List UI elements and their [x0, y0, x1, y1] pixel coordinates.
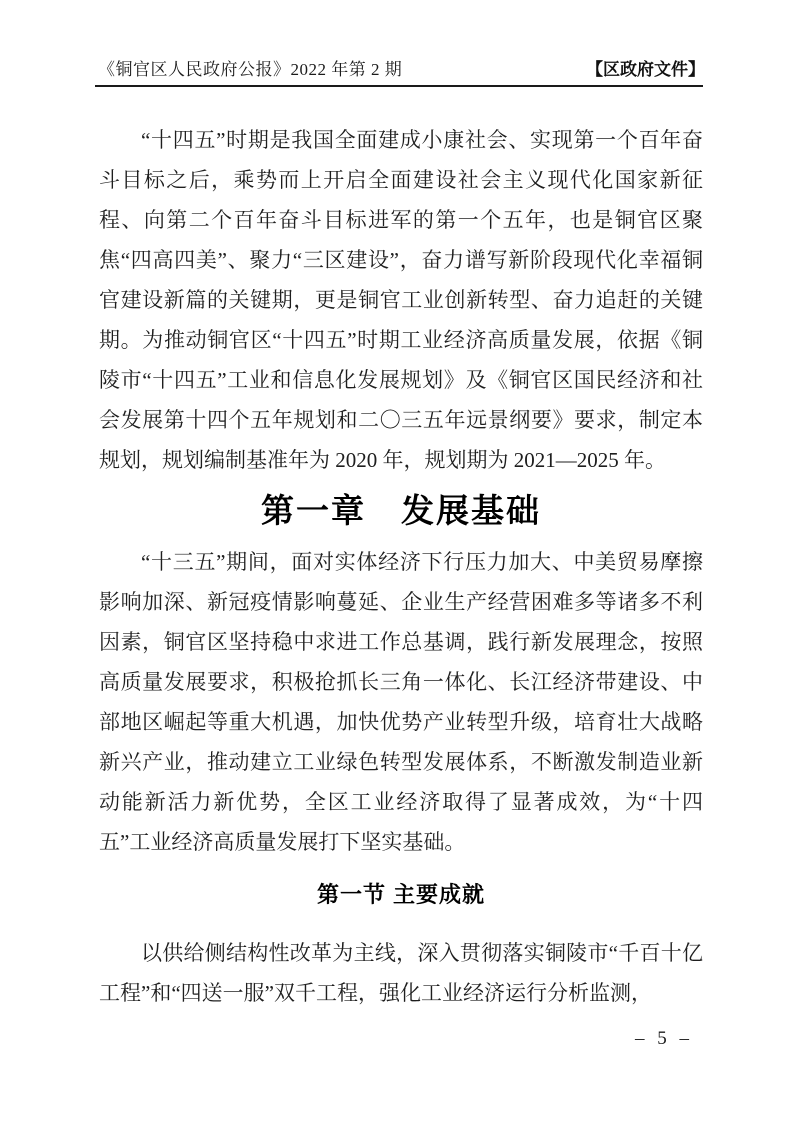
document-category-tag: 【区政府文件】	[586, 60, 705, 79]
intro-paragraph: “十四五”时期是我国全面建成小康社会、实现第一个百年奋斗目标之后，乘势而上开启全面建设社会主义现代化国家新征程、向第二个百年奋斗目标进军的第一个五年，也是铜官区聚焦“四高四美”、聚力“三区建设”，奋力谱写新阶段现代化幸福铜官建设新篇的关键期，更是铜官工业创新转型、奋力追赶的关键期。为推动铜官区“十四五”时期工业经济高质量发展，依据《铜陵市“十四五”工业和信息化发展规划》及《铜官区国民经济和社会发展第十四个五年规划和二〇三五年远景纲要》要求，制定本规划，规划编制基准年为 2020 年，规划期为 2021—2025 年。	[99, 128, 703, 472]
section-paragraph: 以供给侧结构性改革为主线，深入贯彻落实铜陵市“千百十亿工程”和“四送一服”双千工程，强化工业经济运行分析监测，	[99, 941, 703, 1005]
chapter-heading: 第一章 发展基础	[261, 492, 541, 529]
page-number: – 5 –	[635, 1028, 693, 1049]
journal-title: 《铜官区人民政府公报》2022 年第 2 期	[98, 60, 403, 79]
page-header	[98, 55, 705, 80]
chapter-overview-paragraph: “十三五”期间，面对实体经济下行压力加大、中美贸易摩擦影响加深、新冠疫情影响蔓延、企业生产经营困难多等诸多不利因素，铜官区坚持稳中求进工作总基调，践行新发展理念，按照高质量发展要求，积极抢抓长三角一体化、长江经济带建设、中部地区崛起等重大机遇，加快优势产业转型升级，培育壮大战略新兴产业，推动建立工业绿色转型发展体系，不断激发制造业新动能新活力新优势，全区工业经济取得了显著成效，为“十四五”工业经济高质量发展打下坚实基础。	[99, 550, 703, 854]
section-heading: 第一节 主要成就	[316, 882, 486, 907]
header-divider	[95, 85, 703, 87]
document-body	[99, 120, 703, 1013]
